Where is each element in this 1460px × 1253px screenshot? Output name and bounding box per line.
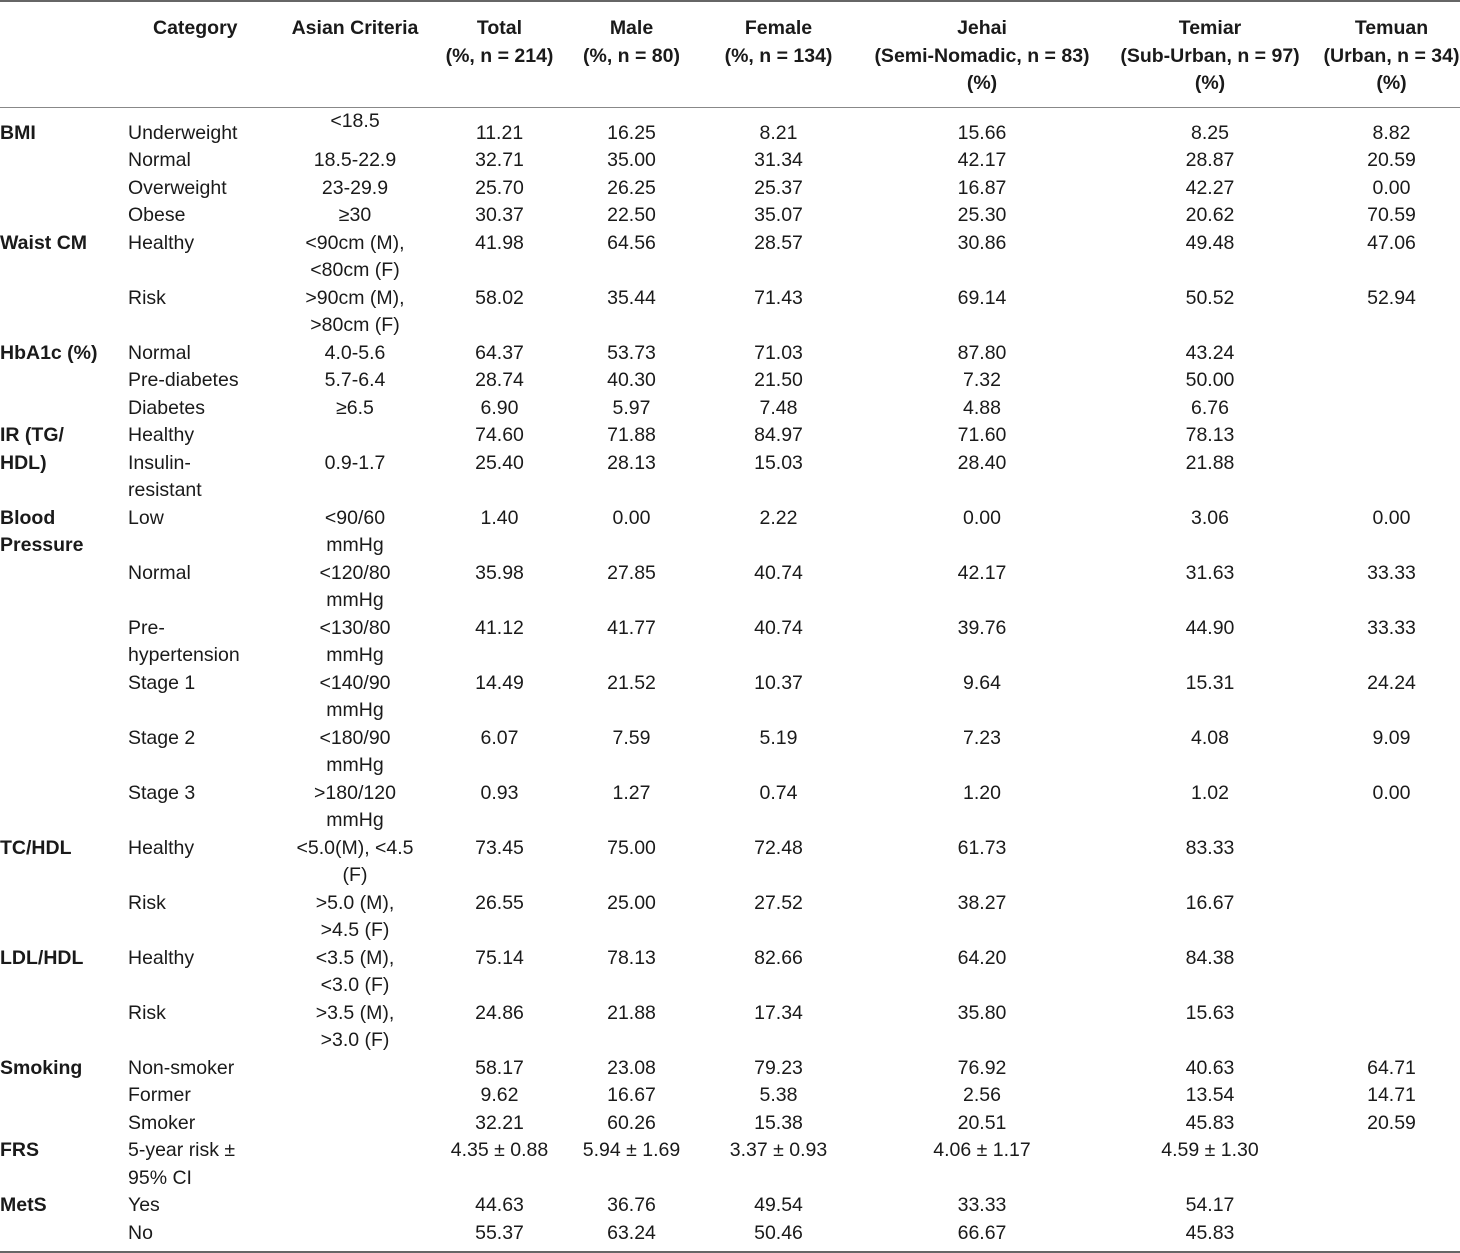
value-cell: 41.98 <box>475 231 524 254</box>
table-row <box>0 945 1460 1000</box>
value-cell: 7.23 <box>963 726 1001 749</box>
value-cell: 23.08 <box>607 1056 656 1079</box>
value-cell: 44.63 <box>475 1194 524 1216</box>
category-label: No <box>128 1221 153 1244</box>
value-cell: 30.37 <box>475 204 524 226</box>
column-header-line: Male <box>609 17 654 39</box>
value-cell <box>1323 1000 1460 1055</box>
category-label: Obese <box>128 204 186 226</box>
criteria-cell: <90cm (M), <80cm (F) <box>305 231 405 281</box>
value-cell: 16.87 <box>957 176 1007 199</box>
value-cell: 64.20 <box>957 946 1007 969</box>
value-cell <box>1323 835 1460 890</box>
column-header-line: (%) <box>1376 72 1407 94</box>
value-cell: 5.94 ± 1.69 <box>582 1139 681 1161</box>
table-row <box>0 890 1460 945</box>
value-cell: 35.07 <box>754 204 803 226</box>
value-cell: 40.74 <box>754 561 803 584</box>
column-header-line: Category <box>153 17 238 39</box>
value-cell: 17.34 <box>754 1001 803 1024</box>
value-cell: 7.48 <box>759 396 798 419</box>
value-cell: 40.74 <box>754 616 803 639</box>
value-cell: 79.23 <box>754 1056 803 1079</box>
value-cell: 26.25 <box>607 176 656 199</box>
value-cell: 50.52 <box>1185 286 1235 309</box>
value-cell: 73.45 <box>475 836 524 859</box>
value-cell <box>1323 367 1460 395</box>
column-header <box>284 1 426 107</box>
value-cell: 8.21 <box>759 121 798 144</box>
value-cell: 26.55 <box>475 891 524 914</box>
value-cell: 64.71 <box>1367 1056 1416 1079</box>
value-cell: 35.98 <box>475 561 524 584</box>
value-cell <box>1323 1192 1460 1220</box>
criteria-cell: ≥6.5 <box>336 396 374 419</box>
value-cell: 1.20 <box>963 781 1001 804</box>
category-label: Insulin-resistant <box>128 451 202 501</box>
table-row <box>0 202 1460 230</box>
table-row <box>0 1055 1460 1083</box>
criteria-cell <box>284 1192 426 1220</box>
category-label: Risk <box>128 286 166 309</box>
value-cell: 28.40 <box>957 451 1007 474</box>
category-label: Underweight <box>128 121 238 144</box>
value-cell: 8.25 <box>1191 121 1229 144</box>
table-row <box>0 835 1460 890</box>
value-cell: 15.03 <box>754 451 803 474</box>
value-cell: 14.71 <box>1367 1084 1416 1106</box>
value-cell: 41.77 <box>607 616 656 639</box>
column-header-line: (Urban, n = 34) <box>1323 44 1460 67</box>
value-cell: 78.13 <box>607 946 656 969</box>
criteria-cell: <5.0(M), <4.5 (F) <box>296 836 414 886</box>
value-cell: 43.24 <box>1185 341 1235 364</box>
value-cell: 44.90 <box>1185 616 1235 639</box>
column-header-line: (%) <box>1194 72 1226 94</box>
value-cell: 9.09 <box>1372 726 1411 749</box>
column-header-line: Total <box>476 17 523 39</box>
column-header <box>1097 1 1323 107</box>
value-cell <box>1323 340 1460 368</box>
table-row <box>0 107 1460 147</box>
value-cell <box>1323 450 1460 505</box>
value-cell <box>1323 422 1460 450</box>
column-header <box>573 1 690 107</box>
category-label: Healthy <box>128 836 195 859</box>
group-label: Waist CM <box>0 231 88 254</box>
value-cell: 7.32 <box>963 369 1001 391</box>
category-label: Risk <box>128 891 166 914</box>
value-cell: 6.90 <box>480 396 519 419</box>
table-row <box>0 1110 1460 1138</box>
value-cell: 0.00 <box>1372 781 1411 804</box>
value-cell: 6.76 <box>1191 396 1229 419</box>
value-cell: 3.06 <box>1191 506 1229 529</box>
value-cell: 11.21 <box>475 121 524 144</box>
group-label: HbA1c (%) <box>0 341 98 364</box>
value-cell: 49.48 <box>1185 231 1235 254</box>
value-cell: 45.83 <box>1185 1111 1235 1134</box>
category-label: Normal <box>128 341 191 364</box>
value-cell: 15.66 <box>957 121 1007 144</box>
value-cell: 38.27 <box>957 891 1007 914</box>
column-header-line: (%, n = 214) <box>445 44 554 67</box>
value-cell: 33.33 <box>1367 561 1416 584</box>
value-cell: 40.63 <box>1185 1056 1235 1079</box>
column-header <box>867 1 1097 107</box>
value-cell: 54.17 <box>1185 1194 1235 1216</box>
table-row <box>0 395 1460 423</box>
value-cell <box>1323 1220 1460 1253</box>
value-cell: 27.85 <box>607 561 656 584</box>
value-cell: 1.02 <box>1191 781 1229 804</box>
table-row <box>0 670 1460 725</box>
criteria-cell <box>284 1137 426 1192</box>
value-cell: 21.88 <box>1185 451 1235 474</box>
category-label: Stage 1 <box>128 671 196 694</box>
criteria-cell: <90/60 mmHg <box>324 506 386 556</box>
category-label: Smoker <box>128 1111 196 1134</box>
value-cell: 1.40 <box>480 506 519 529</box>
category-label: 5-year risk ± 95% CI <box>128 1139 236 1189</box>
criteria-cell: >5.0 (M), >4.5 (F) <box>315 891 395 941</box>
criteria-cell: >180/120 mmHg <box>314 781 396 831</box>
criteria-cell <box>284 422 426 450</box>
value-cell: 71.88 <box>607 424 656 446</box>
value-cell: 20.59 <box>1367 1111 1416 1134</box>
table-row <box>0 285 1460 340</box>
header-row <box>0 1 1460 107</box>
table-row <box>0 340 1460 368</box>
value-cell: 4.35 ± 0.88 <box>450 1139 549 1161</box>
group-label: FRS <box>0 1139 39 1161</box>
value-cell: 2.22 <box>759 506 798 529</box>
criteria-cell: >90cm (M), >80cm (F) <box>305 286 405 336</box>
category-label: Diabetes <box>128 396 205 419</box>
criteria-cell <box>284 1110 426 1138</box>
value-cell: 70.59 <box>1367 204 1416 226</box>
value-cell: 30.86 <box>957 231 1007 254</box>
table-row <box>0 1082 1460 1110</box>
category-label: Yes <box>128 1194 160 1216</box>
value-cell: 47.06 <box>1367 231 1416 254</box>
value-cell <box>1323 395 1460 423</box>
value-cell: 9.62 <box>480 1084 519 1106</box>
category-label: Non-smoker <box>128 1056 235 1079</box>
value-cell: 2.56 <box>963 1084 1001 1106</box>
column-header <box>426 1 573 107</box>
value-cell: 50.46 <box>690 1220 867 1253</box>
value-cell: 84.97 <box>754 424 803 446</box>
value-cell: 41.12 <box>475 616 524 639</box>
value-cell: 28.74 <box>475 369 524 391</box>
table-row <box>0 422 1460 450</box>
value-cell: 50.00 <box>1185 369 1235 391</box>
column-header-line: Temuan <box>1354 17 1429 39</box>
value-cell: 61.73 <box>957 836 1007 859</box>
value-cell: 35.80 <box>957 1001 1007 1024</box>
value-cell: 83.33 <box>1185 836 1235 859</box>
value-cell: 71.03 <box>754 341 803 364</box>
value-cell: 21.52 <box>607 671 656 694</box>
category-label: Healthy <box>128 231 195 254</box>
table-body <box>0 107 1460 1252</box>
category-label: Pre-diabetes <box>128 369 239 391</box>
group-label: IR (TG/ HDL) <box>0 424 64 474</box>
category-label: Pre- hypertension <box>128 616 240 666</box>
value-cell: 66.67 <box>867 1220 1097 1253</box>
category-label: Stage 2 <box>128 726 196 749</box>
value-cell: 22.50 <box>607 204 656 226</box>
group-label: Smoking <box>0 1056 83 1079</box>
criteria-cell: <120/80 mmHg <box>319 561 391 611</box>
value-cell: 0.00 <box>1372 176 1411 199</box>
value-cell: 71.60 <box>957 424 1007 446</box>
value-cell <box>1323 890 1460 945</box>
value-cell: 69.14 <box>957 286 1007 309</box>
value-cell: 49.54 <box>754 1194 803 1216</box>
value-cell: 9.64 <box>963 671 1001 694</box>
value-cell: 13.54 <box>1185 1084 1235 1106</box>
value-cell: 8.82 <box>1372 121 1411 144</box>
value-cell: 5.38 <box>759 1084 798 1106</box>
category-label: Healthy <box>128 424 195 446</box>
criteria-cell: <3.5 (M), <3.0 (F) <box>315 946 395 996</box>
table-row <box>0 1000 1460 1055</box>
criteria-cell: 18.5-22.9 <box>313 149 397 171</box>
value-cell <box>1323 945 1460 1000</box>
value-cell: 28.87 <box>1185 149 1235 171</box>
column-header-line: (Sub-Urban, n = 97) <box>1120 44 1300 67</box>
value-cell: 24.24 <box>1367 671 1416 694</box>
value-cell: 24.86 <box>475 1001 524 1024</box>
category-label: Risk <box>128 1001 166 1024</box>
value-cell: 4.08 <box>1191 726 1229 749</box>
value-cell: 35.44 <box>607 286 656 309</box>
category-label: Overweight <box>128 176 227 199</box>
value-cell: 58.17 <box>475 1056 524 1079</box>
value-cell: 25.30 <box>957 204 1007 226</box>
value-cell: 39.76 <box>957 616 1007 639</box>
category-label: Healthy <box>128 946 195 969</box>
value-cell: 14.49 <box>475 671 524 694</box>
value-cell: 87.80 <box>957 341 1007 364</box>
value-cell: 76.92 <box>957 1056 1007 1079</box>
table-row <box>0 147 1460 175</box>
value-cell: 25.40 <box>475 451 524 474</box>
group-label: TC/HDL <box>0 836 72 859</box>
table-row <box>0 1220 1460 1253</box>
table-row <box>0 505 1460 560</box>
value-cell: 0.74 <box>759 781 798 804</box>
value-cell: 74.60 <box>475 424 524 446</box>
criteria-cell: 0.9-1.7 <box>324 451 386 474</box>
value-cell: 25.00 <box>607 891 656 914</box>
value-cell: 15.38 <box>754 1111 803 1134</box>
value-cell: 25.37 <box>754 176 803 199</box>
criteria-cell: <130/80 mmHg <box>319 616 391 666</box>
criteria-cell <box>284 1055 426 1083</box>
value-cell: 42.17 <box>957 149 1007 171</box>
value-cell: 0.00 <box>612 506 651 529</box>
column-header <box>0 1 284 107</box>
value-cell: 20.59 <box>1367 149 1416 171</box>
value-cell: 31.63 <box>1185 561 1235 584</box>
value-cell: 75.14 <box>475 946 524 969</box>
value-cell: 7.59 <box>612 726 651 749</box>
value-cell: 1.27 <box>612 781 651 804</box>
value-cell: 15.63 <box>1185 1001 1235 1024</box>
value-cell: 15.31 <box>1185 671 1235 694</box>
value-cell: 21.50 <box>754 369 803 391</box>
value-cell: 16.67 <box>1185 891 1235 914</box>
value-cell: 5.19 <box>759 726 798 749</box>
column-header-line: Female <box>744 17 813 39</box>
table-row <box>0 780 1460 835</box>
column-header-line: Jehai <box>957 17 1007 39</box>
criteria-cell: <140/90 mmHg <box>319 671 391 721</box>
table-row <box>0 615 1460 670</box>
value-cell: 5.97 <box>612 396 651 419</box>
criteria-cell <box>284 1082 426 1110</box>
value-cell: 16.25 <box>607 121 656 144</box>
table-row <box>0 175 1460 203</box>
value-cell: 64.56 <box>607 231 656 254</box>
value-cell: 40.30 <box>607 369 656 391</box>
group-label: Blood Pressure <box>0 506 84 556</box>
table-row <box>0 560 1460 615</box>
criteria-cell: ≥30 <box>338 204 372 226</box>
group-label: LDL/HDL <box>0 946 84 969</box>
table-row <box>0 725 1460 780</box>
value-cell: 33.33 <box>957 1194 1007 1216</box>
value-cell: 20.62 <box>1185 204 1235 226</box>
group-label: BMI <box>0 121 36 144</box>
value-cell: 42.17 <box>957 561 1007 584</box>
value-cell: 64.37 <box>475 341 524 364</box>
table-row <box>0 367 1460 395</box>
value-cell: 4.88 <box>963 396 1001 419</box>
value-cell: 35.00 <box>607 149 656 171</box>
value-cell: 55.37 <box>426 1220 573 1253</box>
value-cell: 3.37 ± 0.93 <box>729 1139 828 1161</box>
value-cell: 33.33 <box>1367 616 1416 639</box>
value-cell <box>1323 1137 1460 1192</box>
category-label: Normal <box>128 149 191 171</box>
table-row <box>0 230 1460 285</box>
value-cell: 28.13 <box>607 451 656 474</box>
value-cell: 45.83 <box>1097 1220 1323 1253</box>
value-cell: 32.71 <box>475 149 524 171</box>
group-label: MetS <box>0 1194 47 1216</box>
value-cell: 52.94 <box>1367 286 1416 309</box>
value-cell: 63.24 <box>573 1220 690 1253</box>
value-cell: 21.88 <box>607 1001 656 1024</box>
value-cell: 75.00 <box>607 836 656 859</box>
value-cell: 31.34 <box>754 149 803 171</box>
value-cell: 25.70 <box>475 176 524 199</box>
value-cell: 42.27 <box>1185 176 1235 199</box>
column-header-line: (%, n = 134) <box>724 44 833 67</box>
value-cell: 82.66 <box>754 946 803 969</box>
column-header-line: (%, n = 80) <box>583 44 680 67</box>
criteria-cell <box>284 1220 426 1253</box>
column-header-line: Temiar <box>1178 17 1242 39</box>
table-row <box>0 1137 1460 1192</box>
criteria-cell: 23-29.9 <box>321 176 389 199</box>
category-label: Stage 3 <box>128 781 196 804</box>
category-label: Low <box>128 506 164 529</box>
value-cell: 84.38 <box>1185 946 1235 969</box>
value-cell: 36.76 <box>607 1194 656 1216</box>
criteria-cell: >3.5 (M), >3.0 (F) <box>315 1001 395 1051</box>
column-header-line: Asian Criteria <box>291 17 419 39</box>
value-cell: 28.57 <box>754 231 803 254</box>
value-cell: 4.06 ± 1.17 <box>933 1139 1031 1161</box>
table-row <box>0 450 1460 505</box>
criteria-cell: 5.7-6.4 <box>324 369 386 391</box>
value-cell: 60.26 <box>607 1111 656 1134</box>
value-cell: 53.73 <box>607 341 656 364</box>
table-row <box>0 1192 1460 1220</box>
column-header-line: (%) <box>966 72 998 94</box>
value-cell: 32.21 <box>475 1111 524 1134</box>
category-label: Normal <box>128 561 191 584</box>
criteria-cell: <180/90 mmHg <box>319 726 391 776</box>
value-cell: 4.59 ± 1.30 <box>1161 1139 1259 1161</box>
column-header <box>1323 1 1460 107</box>
value-cell: 16.67 <box>607 1084 656 1106</box>
value-cell: 71.43 <box>754 286 803 309</box>
value-cell: 27.52 <box>754 891 803 914</box>
column-header <box>690 1 867 107</box>
value-cell: 0.93 <box>480 781 519 804</box>
value-cell: 0.00 <box>963 506 1001 529</box>
value-cell: 78.13 <box>1185 424 1235 446</box>
value-cell: 6.07 <box>480 726 519 749</box>
criteria-cell: <18.5 <box>330 109 380 132</box>
value-cell: 58.02 <box>475 286 524 309</box>
category-label: Former <box>128 1084 191 1106</box>
value-cell: 72.48 <box>754 836 803 859</box>
value-cell: 0.00 <box>1372 506 1411 529</box>
criteria-cell: 4.0-5.6 <box>324 341 386 364</box>
value-cell: 20.51 <box>957 1111 1007 1134</box>
column-header-line: (Semi-Nomadic, n = 83) <box>874 44 1090 67</box>
value-cell: 10.37 <box>754 671 803 694</box>
